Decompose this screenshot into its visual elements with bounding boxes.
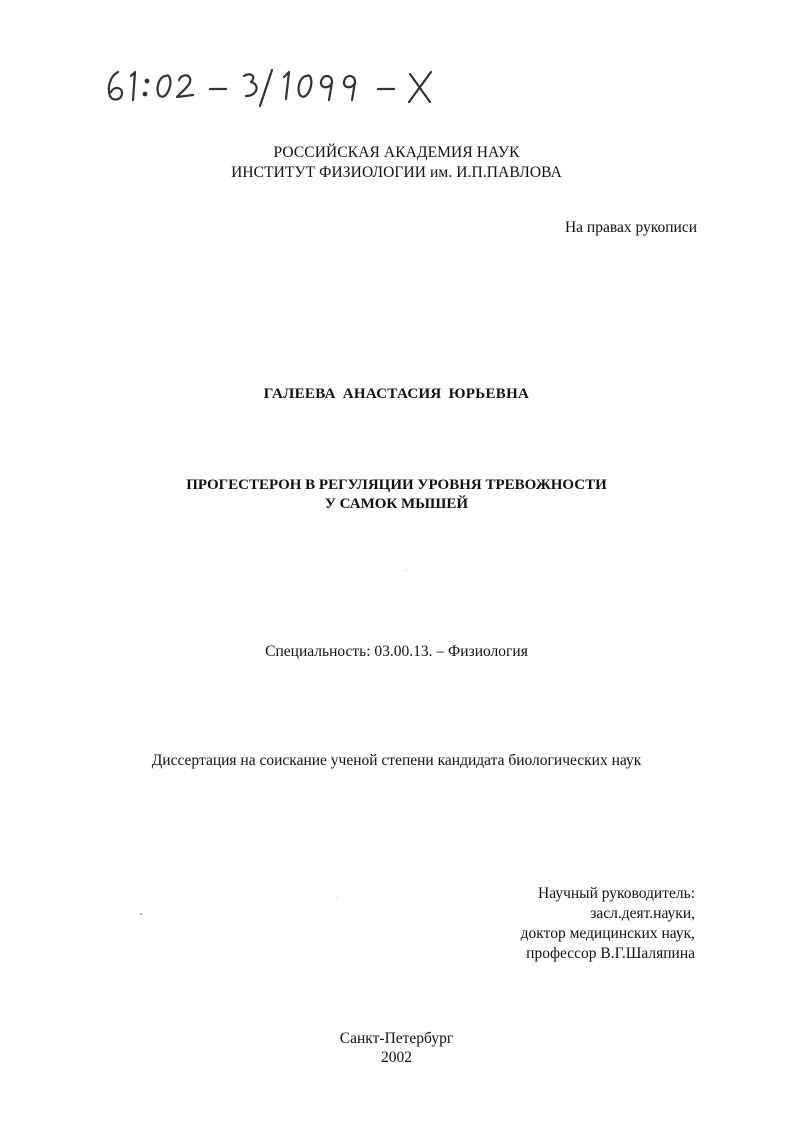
scan-speck — [140, 913, 142, 915]
supervisor-heading: Научный руководитель: — [538, 885, 695, 902]
scan-speck — [336, 897, 337, 898]
dissertation-title — [0, 476, 793, 514]
supervisor-title-2: доктор медицинских наук, — [520, 925, 695, 942]
scientific-supervisor — [521, 884, 695, 964]
academy-name: РОССИЙСКАЯ АКАДЕМИЯ НАУК — [273, 144, 520, 161]
scan-speck — [406, 570, 407, 571]
place-and-year — [0, 1029, 793, 1067]
author-name: ГАЛЕЕВА АНАСТАСИЯ ЮРЬЕВНА — [263, 386, 530, 402]
institute-name: ИНСТИТУТ ФИЗИОЛОГИИ им. И.П.ПАВЛОВА — [231, 164, 562, 181]
title-line-1: ПРОГЕСТЕРОН В РЕГУЛЯЦИИ УРОВНЯ ТРЕВОЖНОСТИ — [186, 477, 607, 493]
year: 2002 — [381, 1049, 412, 1066]
title-line-2: У САМОК МЫШЕЙ — [324, 496, 469, 512]
institution-header — [0, 143, 793, 183]
city: Санкт-Петербург — [339, 1030, 454, 1047]
archive-code-handwriting — [100, 62, 460, 112]
degree-statement: Диссертация на соискание ученой степени кандидата биологических наук — [151, 752, 642, 769]
rights-note: На правах рукописи — [564, 219, 697, 236]
supervisor-title-1: засл.деят.науки, — [590, 905, 695, 922]
specialty: Специальность: 03.00.13. – Физиология — [265, 643, 528, 660]
supervisor-name: профессор В.Г.Шаляпина — [526, 945, 695, 962]
handwritten-archive-code — [100, 62, 460, 112]
